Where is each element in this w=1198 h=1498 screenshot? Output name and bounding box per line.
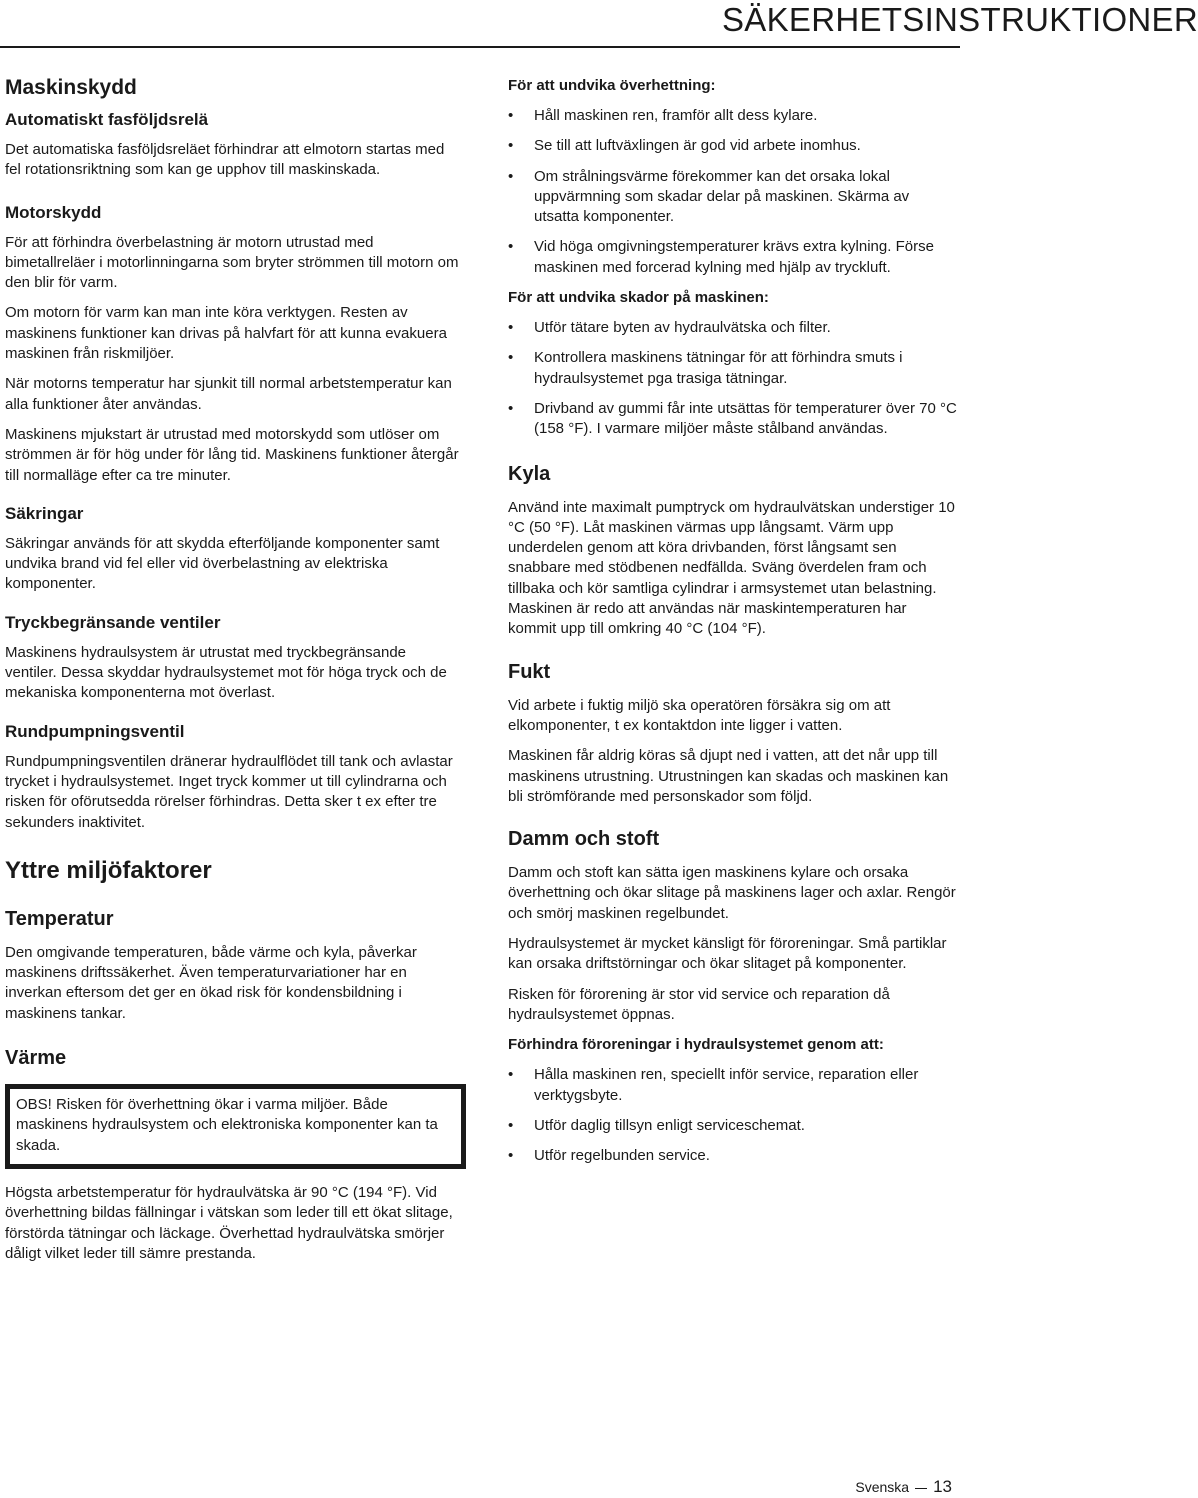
rund-text: Rundpumpningsventilen dränerar hydraulflödet till tank och avlastar trycket i hydraulsystemet. Inget tryck kommer ut till cylindrarna och risken för oförutsedda rörelser förhindras. Detta sker t ex efter tre sekunders inaktivitet. [5, 752, 453, 831]
sakringar-heading: Säkringar [5, 503, 84, 523]
skador-heading: För att undvika skador på maskinen: [508, 289, 769, 307]
page-number: 13 [933, 1477, 952, 1496]
damm-p2: Hydraulsystemet är mycket känsligt för föroreningar. Små partiklar kan orsaka driftstörningar och ökar slitaget på komponenter. [508, 935, 947, 973]
rund-heading: Rundpumpningsventil [5, 721, 185, 741]
kyla-text: Använd inte maximalt pumptryck om hydraulvätskan understiger 10 °C (50 °F). Låt maskinen värmas upp långsamt. Värm upp underdelen genom att köra drivbanden, först långsamt sen snabbare med stödbenen nedfällda. Sväng överdelen fram och tillbaka och kör samtliga cylindrar i armsystemet utan belastning. Maskinen är redo att användas när maskintemperaturen har kommit upp till omkring 40 °C (104 °F). [508, 498, 955, 638]
temperatur-heading: Temperatur [5, 907, 114, 930]
list-item: • Om strålningsvärme förekommer kan det orsaka lokal uppvärmning som skadar delar på maskinen. Skärma av utsatta komponenter. [508, 167, 958, 228]
motorskydd-heading: Motorskydd [5, 202, 102, 222]
maskinskydd-heading: Maskinskydd [5, 76, 137, 99]
warning-box [5, 1084, 466, 1169]
varme-heading: Värme [5, 1047, 67, 1070]
sakringar-text: Säkringar används för att skydda efterföljande komponenter samt undvika brand vid fel eller vid överbelastning av elektriska komponenter. [5, 534, 440, 593]
list-item: • Se till att luftväxlingen är god vid arbete inomhus. [508, 136, 958, 156]
damm-p3: Risken för förorening är stor vid service och reparation då hydraulsystemet öppnas. [508, 985, 890, 1023]
warning-text: OBS! Risken för överhettning ökar i varma miljöer. Både maskinens hydraulsystem och elektroniska komponenter kan ta skada. [16, 1096, 438, 1154]
motorskydd-p3: När motorns temperatur har sjunkit till normal arbetstemperatur kan alla funktioner åter användas. [5, 375, 452, 413]
left-column [5, 60, 460, 1274]
damm-p1: Damm och stoft kan sätta igen maskinens kylare och orsaka överhettning och ökar slitage på maskinens lager och axlar. Rengör och smörj maskinen regelbundet. [508, 864, 956, 922]
varme-text: Högsta arbetstemperatur för hydraulvätska är 90 °C (194 °F). Vid överhettning bildas fällningar i vätskan som leder till ett ökat slitage, förstörda tätningar och läckage. Överhettad hydraulvätska smörjer dåligt vilket leder till sämre prestanda. [5, 1183, 453, 1262]
fukt-p2: Maskinen får aldrig köras så djupt ned i vatten, att det når upp till maskinens utrustning. Utrustningen kan skadas och maskinen kan bli strömförande med personskador som följd. [508, 747, 949, 805]
fukt-heading: Fukt [508, 660, 551, 683]
list-item: • Kontrollera maskinens tätningar för att förhindra smuts i hydraulsystemet pga trasiga tätningar. [508, 348, 958, 389]
fororeningar-heading: Förhindra föroreningar i hydraulsystemet genom att: [508, 1036, 884, 1054]
title-rule [0, 46, 960, 48]
list-item: • Utför tätare byten av hydraulvätska och filter. [508, 318, 958, 338]
list-item: • Håll maskinen ren, framför allt dess kylare. [508, 106, 958, 126]
right-column [508, 60, 958, 1176]
footer-language: Svenska [855, 1479, 910, 1495]
fukt-p1: Vid arbete i fuktig miljö ska operatören försäkra sig om att elkomponenter, t ex kontaktdon inte ligger i vatten. [508, 696, 891, 734]
page-footer [855, 1478, 952, 1496]
list-item: • Utför regelbunden service. [508, 1146, 958, 1166]
temperatur-text: Den omgivande temperaturen, både värme och kyla, påverkar maskinens driftssäkerhet. Även temperaturvariationer har en inverkan eftersom det ger en ökad risk för kondensbildning i maskinens tankar. [5, 943, 417, 1022]
yttre-heading: Yttre miljöfaktorer [5, 856, 212, 884]
tryck-heading: Tryckbegränsande ventiler [5, 612, 221, 632]
list-item: • Hålla maskinen ren, speciellt inför service, reparation eller verktygsbyte. [508, 1065, 958, 1106]
overhettning-heading: För att undvika överhettning: [508, 77, 716, 94]
fasfoljd-text: Det automatiska fasföljdsreläet förhindrar att elmotorn startas med fel rotationsriktning som kan ge upphov till maskinskada. [5, 141, 445, 179]
motorskydd-p1: För att förhindra överbelastning är motorn utrustad med bimetallreläer i motorlinningarna som bryter strömmen till motorn om den blir för varm. [5, 233, 459, 292]
motorskydd-p2: Om motorn för varm kan man inte köra verktygen. Resten av maskinens funktioner kan drivas på halvfart för att kunna evakuera maskinen från riskmiljöer. [5, 304, 447, 363]
fasfoljd-heading: Automatiskt fasföljdsrelä [5, 110, 209, 129]
skador-list [508, 318, 958, 439]
list-item: • Utför daglig tillsyn enligt serviceschemat. [508, 1116, 958, 1136]
damm-heading: Damm och stoft [508, 828, 660, 851]
list-item: • Drivband av gummi får inte utsättas för temperaturer över 70 °C (158 °F). I varmare miljöer måste stålband användas. [508, 399, 958, 440]
motorskydd-p4: Maskinens mjukstart är utrustad med motorskydd som utlöser om strömmen är för hög under för lång tid. Maskinens funktioner återgår till normalläge efter ca tre minuter. [5, 425, 459, 484]
kyla-heading: Kyla [508, 462, 551, 485]
tryck-text: Maskinens hydraulsystem är utrustat med tryckbegränsande ventiler. Dessa skyddar hydraulsystemet mot för höga tryck och de mekaniska komponenterna mot överlast. [5, 643, 447, 702]
fororeningar-list [508, 1065, 958, 1166]
overhettning-list [508, 106, 958, 278]
list-item: • Vid höga omgivningstemperaturer krävs extra kylning. Förse maskinen med forcerad kylning med hjälp av tryckluft. [508, 237, 958, 278]
footer-dash [915, 1488, 927, 1489]
